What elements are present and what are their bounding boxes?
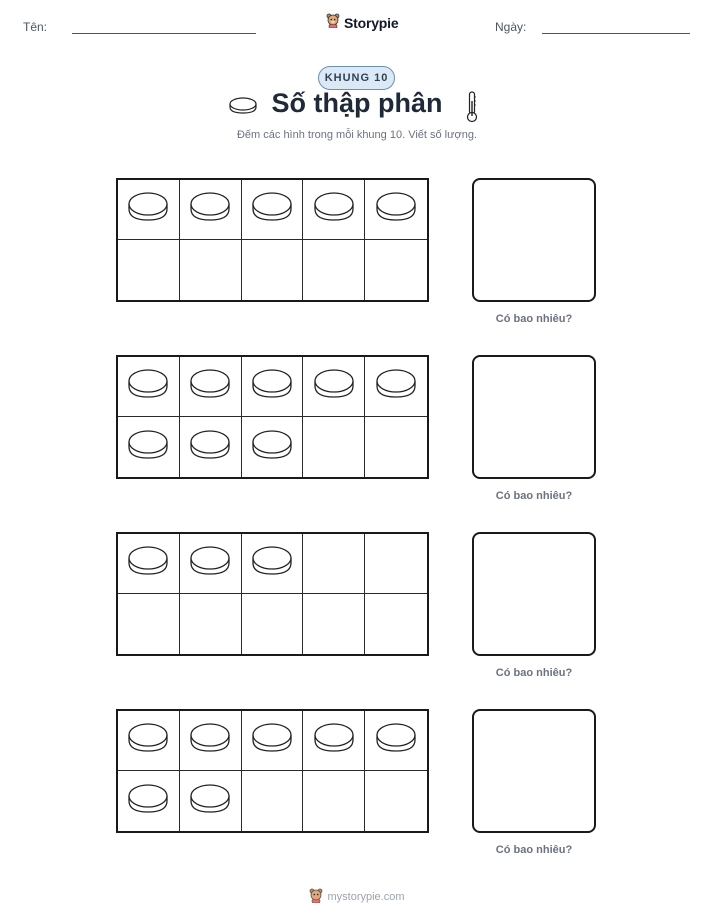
coin-icon (189, 191, 231, 228)
name-label: Tên: (23, 20, 48, 34)
coin-icon (313, 191, 355, 228)
ten-frame-cell (303, 594, 365, 654)
footer (0, 887, 714, 906)
ten-frame-cell (118, 240, 180, 300)
coin-icon (375, 722, 417, 759)
ten-frame-cell (365, 240, 427, 300)
ten-frame (116, 709, 429, 833)
thermometer-icon (466, 91, 478, 128)
ten-frame (116, 178, 429, 302)
ten-frame-cell (365, 534, 427, 594)
ten-frame-cell (365, 417, 427, 477)
ten-frame-cell (303, 771, 365, 831)
coin-icon (189, 722, 231, 759)
ten-frame-cell (180, 240, 242, 300)
coin-icon (375, 368, 417, 405)
ten-frame-cell (180, 711, 242, 771)
brand-name: Storypie (344, 14, 399, 31)
ten-frame-cell (118, 180, 180, 240)
ten-frame-cell (180, 357, 242, 417)
coin-icon (189, 783, 231, 820)
coin-icon (313, 722, 355, 759)
instructions: Đếm các hình trong mỗi khung 10. Viết số lượng. (236, 129, 477, 141)
coin-icon (127, 722, 169, 759)
ten-frame-cell (303, 357, 365, 417)
ten-frame-cell (365, 180, 427, 240)
worksheet-badge: KHUNG 10 (318, 66, 395, 90)
ten-frame-cell (242, 357, 304, 417)
coin-icon (189, 429, 231, 466)
ten-frame-cell (242, 534, 304, 594)
how-many-label: Có bao nhiêu? (495, 313, 573, 325)
ten-frame-cell (242, 594, 304, 654)
ten-frame-cell (303, 711, 365, 771)
coin-icon (127, 429, 169, 466)
ten-frame-cell (118, 711, 180, 771)
how-many-label: Có bao nhiêu? (495, 667, 573, 679)
ten-frame-cell (242, 417, 304, 477)
coin-icon (251, 722, 293, 759)
ten-frame-cell (118, 771, 180, 831)
coin-icon (251, 191, 293, 228)
answer-box[interactable] (472, 709, 596, 833)
ten-frame-cell (365, 594, 427, 654)
ten-frame (116, 532, 429, 656)
ten-frame-cell (242, 771, 304, 831)
coin-icon (127, 191, 169, 228)
ten-frame-cell (303, 417, 365, 477)
how-many-label: Có bao nhiêu? (495, 844, 573, 856)
coin-icon (189, 545, 231, 582)
ten-frame-cell (242, 180, 304, 240)
coin-icon (127, 545, 169, 582)
ten-frame-cell (365, 357, 427, 417)
ten-frame-cell (303, 240, 365, 300)
ten-frame-cell (118, 357, 180, 417)
bear-mascot-icon (326, 12, 340, 33)
brand-logo (326, 12, 398, 33)
how-many-label: Có bao nhiêu? (495, 490, 573, 502)
coin-icon (251, 368, 293, 405)
coin-icon (127, 368, 169, 405)
coin-icon (189, 368, 231, 405)
coin-icon (127, 783, 169, 820)
ten-frame-cell (180, 534, 242, 594)
answer-box[interactable] (472, 178, 596, 302)
date-label: Ngày: (495, 20, 527, 34)
ten-frame-cell (242, 711, 304, 771)
answer-box[interactable] (472, 532, 596, 656)
ten-frame (116, 355, 429, 479)
bear-mascot-icon (309, 887, 323, 906)
ten-frame-cell (365, 711, 427, 771)
coin-icon (375, 191, 417, 228)
answer-box[interactable] (472, 355, 596, 479)
page-title: Số thập phân (271, 88, 443, 118)
coin-icon (251, 429, 293, 466)
ten-frame-cell (365, 771, 427, 831)
name-line[interactable] (72, 33, 256, 34)
ten-frame-cell (180, 180, 242, 240)
coin-icon (251, 545, 293, 582)
ten-frame-cell (303, 534, 365, 594)
footer-url[interactable]: mystorypie.com (327, 890, 405, 903)
ten-frame-cell (303, 180, 365, 240)
ten-frame-cell (242, 240, 304, 300)
ten-frame-cell (180, 771, 242, 831)
coin-icon (313, 368, 355, 405)
ten-frame-cell (118, 534, 180, 594)
ten-frame-cell (118, 417, 180, 477)
ten-frame-cell (180, 417, 242, 477)
ten-frame-cell (180, 594, 242, 654)
ten-frame-cell (118, 594, 180, 654)
date-line[interactable] (542, 33, 690, 34)
